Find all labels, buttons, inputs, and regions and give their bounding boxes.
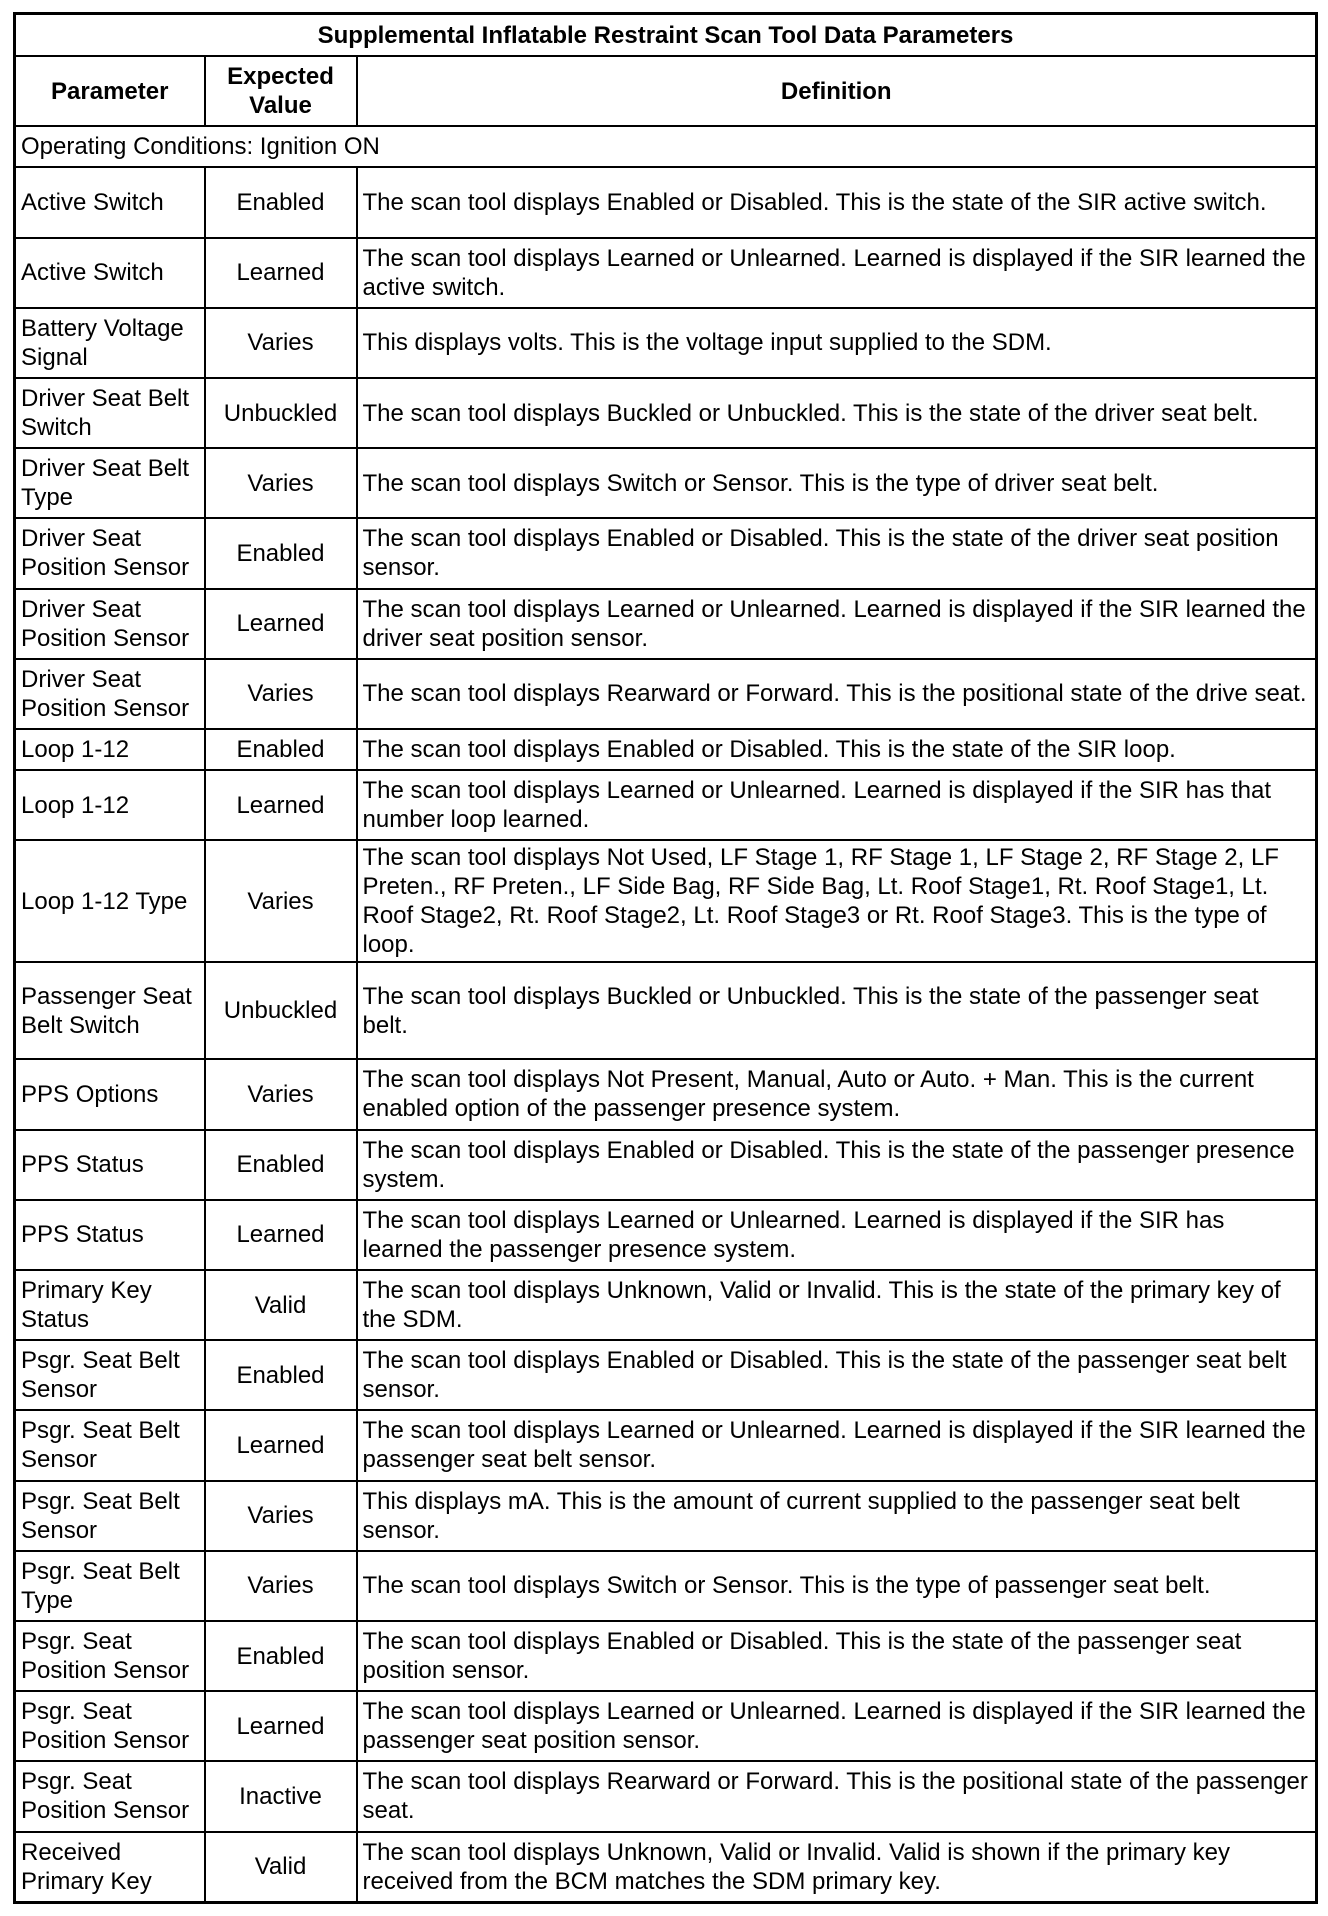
table-row xyxy=(15,518,1317,588)
expected-value-cell: Varies xyxy=(205,659,357,729)
definition-cell: The scan tool displays Buckled or Unbuckled. This is the state of the passenger seat belt. xyxy=(357,962,1317,1059)
expected-value-cell: Varies xyxy=(205,1481,357,1551)
parameter-cell: Psgr. Seat Belt Sensor xyxy=(15,1340,205,1410)
parameter-cell: PPS Status xyxy=(15,1130,205,1200)
parameter-cell: Psgr. Seat Position Sensor xyxy=(15,1621,205,1691)
header-parameter: Parameter xyxy=(15,56,205,126)
table-row xyxy=(15,1691,1317,1761)
definition-cell: The scan tool displays Learned or Unlearned. Learned is displayed if the SIR has that number loop learned. xyxy=(357,770,1317,840)
definition-cell: The scan tool displays Rearward or Forward. This is the positional state of the passenger seat. xyxy=(357,1761,1317,1831)
expected-value-cell: Varies xyxy=(205,308,357,378)
definition-cell: The scan tool displays Switch or Sensor. This is the type of driver seat belt. xyxy=(357,448,1317,518)
definition-cell: The scan tool displays Enabled or Disabled. This is the state of the driver seat position sensor. xyxy=(357,518,1317,588)
table-row xyxy=(15,659,1317,729)
table-row xyxy=(15,1270,1317,1340)
expected-value-cell: Varies xyxy=(205,448,357,518)
parameter-cell: PPS Options xyxy=(15,1059,205,1129)
table-row xyxy=(15,962,1317,1059)
definition-cell: The scan tool displays Not Used, LF Stage 1, RF Stage 1, LF Stage 2, RF Stage 2, LF Preten., RF Preten., LF Side Bag, RF Side Bag, Lt. Roof Stage1, Rt. Roof Stage1, Lt. Roof Stage2, Rt. Roof Stage2, Lt. Roof Stage3 or Rt. Roof Stage3. This is the type of loop. xyxy=(357,840,1317,962)
table-row xyxy=(15,1481,1317,1551)
header-expected-value: Expected Value xyxy=(205,56,357,126)
expected-value-cell: Enabled xyxy=(205,729,357,770)
expected-value-cell: Enabled xyxy=(205,518,357,588)
table-row xyxy=(15,840,1317,962)
table-row xyxy=(15,1200,1317,1270)
table-row xyxy=(15,1130,1317,1200)
parameter-cell: Primary Key Status xyxy=(15,1270,205,1340)
definition-cell: The scan tool displays Learned or Unlearned. Learned is displayed if the SIR learned the passenger seat position sensor. xyxy=(357,1691,1317,1761)
expected-value-cell: Enabled xyxy=(205,1621,357,1691)
definition-cell: The scan tool displays Learned or Unlearned. Learned is displayed if the SIR learned the passenger seat belt sensor. xyxy=(357,1410,1317,1480)
definition-cell: The scan tool displays Enabled or Disabled. This is the state of the SIR active switch. xyxy=(357,167,1317,237)
sir-scan-tool-data-table xyxy=(13,12,1318,1904)
table-row xyxy=(15,1621,1317,1691)
definition-cell: The scan tool displays Enabled or Disabled. This is the state of the passenger seat belt sensor. xyxy=(357,1340,1317,1410)
definition-cell: The scan tool displays Enabled or Disabled. This is the state of the SIR loop. xyxy=(357,729,1317,770)
parameter-cell: Psgr. Seat Belt Sensor xyxy=(15,1481,205,1551)
definition-cell: This displays volts. This is the voltage input supplied to the SDM. xyxy=(357,308,1317,378)
parameter-cell: Psgr. Seat Position Sensor xyxy=(15,1691,205,1761)
table-row xyxy=(15,1340,1317,1410)
table-row xyxy=(15,1832,1317,1903)
table-row xyxy=(15,1059,1317,1129)
table-title-row xyxy=(15,14,1317,57)
parameter-cell: Psgr. Seat Position Sensor xyxy=(15,1761,205,1831)
parameter-cell: Psgr. Seat Belt Sensor xyxy=(15,1410,205,1480)
operating-conditions: Operating Conditions: Ignition ON xyxy=(15,126,1317,167)
table-body xyxy=(15,126,1317,1903)
definition-cell: This displays mA. This is the amount of current supplied to the passenger seat belt sensor. xyxy=(357,1481,1317,1551)
parameter-cell: Received Primary Key xyxy=(15,1832,205,1903)
definition-cell: The scan tool displays Unknown, Valid or Invalid. This is the state of the primary key of the SDM. xyxy=(357,1270,1317,1340)
table-title: Supplemental Inflatable Restraint Scan Tool Data Parameters xyxy=(15,14,1317,57)
parameter-cell: Battery Voltage Signal xyxy=(15,308,205,378)
table-row xyxy=(15,238,1317,308)
header-definition: Definition xyxy=(357,56,1317,126)
expected-value-cell: Enabled xyxy=(205,1130,357,1200)
definition-cell: The scan tool displays Learned or Unlearned. Learned is displayed if the SIR has learned the passenger presence system. xyxy=(357,1200,1317,1270)
expected-value-cell: Valid xyxy=(205,1270,357,1340)
definition-cell: The scan tool displays Unknown, Valid or Invalid. Valid is shown if the primary key received from the BCM matches the SDM primary key. xyxy=(357,1832,1317,1903)
expected-value-cell: Learned xyxy=(205,1410,357,1480)
parameter-cell: Passenger Seat Belt Switch xyxy=(15,962,205,1059)
table-row xyxy=(15,1551,1317,1621)
table-row xyxy=(15,589,1317,659)
table-row xyxy=(15,308,1317,378)
parameter-cell: Driver Seat Position Sensor xyxy=(15,659,205,729)
parameter-cell: Loop 1-12 xyxy=(15,770,205,840)
expected-value-cell: Enabled xyxy=(205,1340,357,1410)
expected-value-cell: Unbuckled xyxy=(205,962,357,1059)
parameter-cell: Loop 1-12 Type xyxy=(15,840,205,962)
definition-cell: The scan tool displays Enabled or Disabled. This is the state of the passenger presence system. xyxy=(357,1130,1317,1200)
parameter-cell: Active Switch xyxy=(15,167,205,237)
table-row xyxy=(15,448,1317,518)
parameter-cell: PPS Status xyxy=(15,1200,205,1270)
expected-value-cell: Learned xyxy=(205,238,357,308)
expected-value-cell: Learned xyxy=(205,589,357,659)
expected-value-cell: Learned xyxy=(205,770,357,840)
expected-value-cell: Valid xyxy=(205,1832,357,1903)
expected-value-cell: Inactive xyxy=(205,1761,357,1831)
parameter-cell: Loop 1-12 xyxy=(15,729,205,770)
definition-cell: The scan tool displays Not Present, Manual, Auto or Auto. + Man. This is the current enabled option of the passenger presence system. xyxy=(357,1059,1317,1129)
expected-value-cell: Varies xyxy=(205,1551,357,1621)
definition-cell: The scan tool displays Learned or Unlearned. Learned is displayed if the SIR learned the driver seat position sensor. xyxy=(357,589,1317,659)
definition-cell: The scan tool displays Rearward or Forward. This is the positional state of the drive seat. xyxy=(357,659,1317,729)
expected-value-cell: Varies xyxy=(205,840,357,962)
expected-value-cell: Learned xyxy=(205,1691,357,1761)
table-row xyxy=(15,167,1317,237)
expected-value-cell: Enabled xyxy=(205,167,357,237)
table-row xyxy=(15,378,1317,448)
parameter-cell: Psgr. Seat Belt Type xyxy=(15,1551,205,1621)
definition-cell: The scan tool displays Switch or Sensor. This is the type of passenger seat belt. xyxy=(357,1551,1317,1621)
expected-value-cell: Varies xyxy=(205,1059,357,1129)
operating-conditions-row xyxy=(15,126,1317,167)
table-row xyxy=(15,1761,1317,1831)
parameter-cell: Active Switch xyxy=(15,238,205,308)
table-row xyxy=(15,1410,1317,1480)
table-row xyxy=(15,729,1317,770)
column-header-row xyxy=(15,56,1317,126)
expected-value-cell: Unbuckled xyxy=(205,378,357,448)
parameter-cell: Driver Seat Position Sensor xyxy=(15,589,205,659)
expected-value-cell: Learned xyxy=(205,1200,357,1270)
table-row xyxy=(15,770,1317,840)
definition-cell: The scan tool displays Enabled or Disabled. This is the state of the passenger seat position sensor. xyxy=(357,1621,1317,1691)
parameter-cell: Driver Seat Belt Switch xyxy=(15,378,205,448)
definition-cell: The scan tool displays Buckled or Unbuckled. This is the state of the driver seat belt. xyxy=(357,378,1317,448)
definition-cell: The scan tool displays Learned or Unlearned. Learned is displayed if the SIR learned the active switch. xyxy=(357,238,1317,308)
parameter-cell: Driver Seat Position Sensor xyxy=(15,518,205,588)
parameter-cell: Driver Seat Belt Type xyxy=(15,448,205,518)
